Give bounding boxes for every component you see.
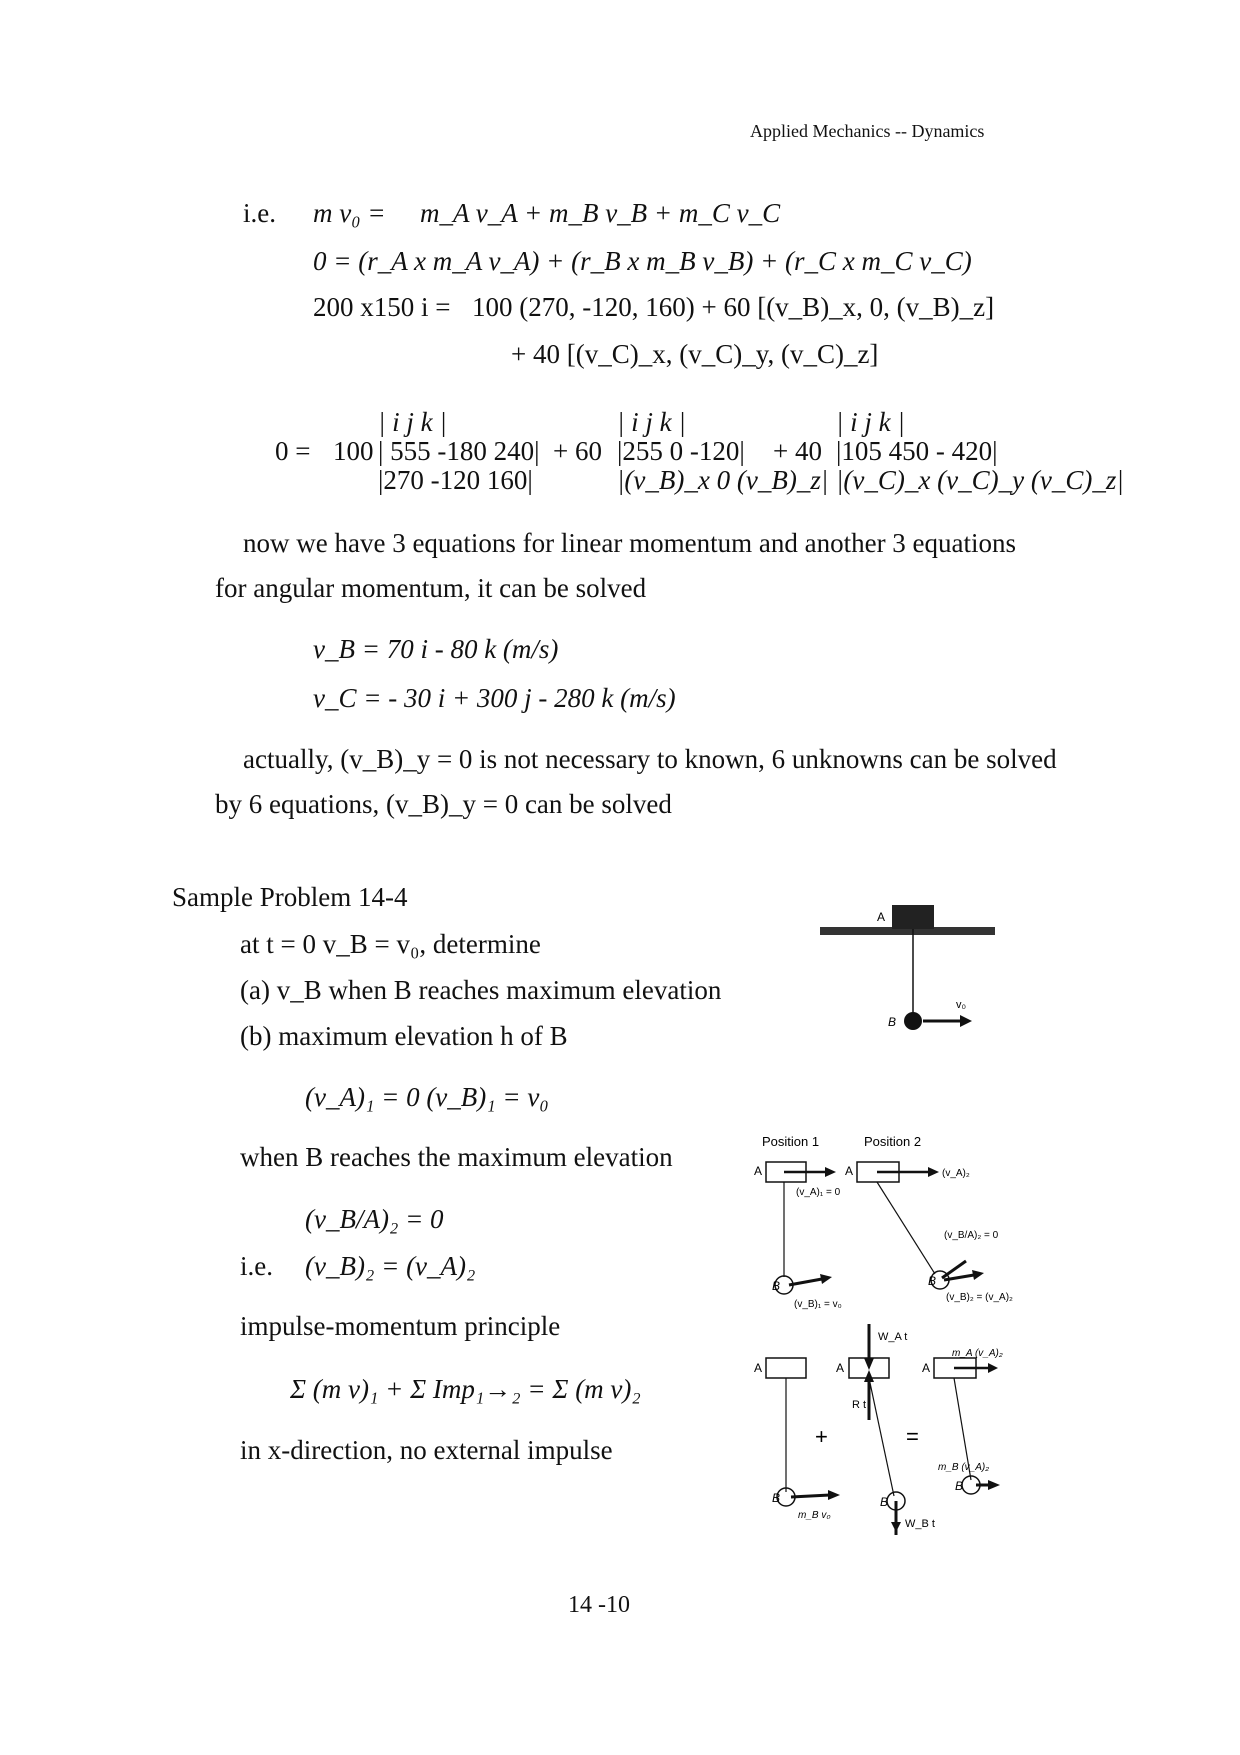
fig3-arrowhead-b1 <box>828 1490 840 1500</box>
matrix3-row1: | i j k | <box>836 407 905 437</box>
eq-numeric-lhs: 200 x150 i = <box>313 292 451 322</box>
fig2-arrowhead-a2 <box>928 1167 939 1177</box>
fig3-rod2 <box>869 1378 894 1496</box>
fig3-arrowhead-b3 <box>988 1480 1000 1490</box>
matrix-coef-40: + 40 <box>773 436 822 466</box>
sample-eq2: (v_B)₂ = (v_A)₂ <box>305 1251 476 1281</box>
eq-linear-lhs: m v₀ = <box>313 198 386 228</box>
figure-positions <box>752 1130 1013 1330</box>
sample-initial: (v_A)₁ = 0 (v_B)₁ = v₀ <box>305 1082 549 1112</box>
matrix-coef-100: 100 <box>333 436 374 466</box>
fig3-mAvA2: m_A (v_A)₂ <box>952 1348 1003 1359</box>
fig2-arrow-b1 <box>789 1279 822 1285</box>
ball-b <box>904 1012 922 1030</box>
fig1-label-v0: v₀ <box>956 999 967 1011</box>
fig2-b1: B <box>772 1279 781 1293</box>
fig3-b2: B <box>880 1495 889 1509</box>
fig3-block-a1 <box>766 1358 806 1378</box>
matrix1-row1: | i j k | <box>378 407 447 437</box>
fig2-arrowhead-a1 <box>825 1167 836 1177</box>
matrix2-row1: | i j k | <box>617 407 686 437</box>
matrix1-row3: |270 -120 160| <box>378 465 533 495</box>
fig3-weight-b-head <box>891 1522 901 1532</box>
fig3-a3: A <box>922 1361 931 1375</box>
eq-linear-rhs: m_A v_A + m_B v_B + m_C v_C <box>420 198 781 228</box>
fig3-WBt: W_B t <box>905 1518 935 1530</box>
fig2-a2: A <box>845 1164 854 1178</box>
paragraph-2-line-1: actually, (v_B)_y = 0 is not necessary to known, 6 unknowns can be solved <box>243 744 1057 774</box>
block-a <box>892 905 934 929</box>
fig3-arrow-b1 <box>791 1495 830 1497</box>
paragraph-1-line-2: for angular momentum, it can be solved <box>215 573 647 603</box>
fig3-Rt: R t <box>852 1399 867 1411</box>
sample-when: when B reaches the maximum elevation <box>240 1142 673 1172</box>
fig3-b1: B <box>772 1491 781 1505</box>
fig3-equals: = <box>906 1424 919 1449</box>
fig3-WAt: W_A t <box>878 1331 908 1343</box>
solution-vB: v_B = 70 i - 80 k (m/s) <box>313 634 559 664</box>
sample-relative: (v_B/A)₂ = 0 <box>305 1204 444 1234</box>
sample-title: Sample Problem 14-4 <box>172 882 408 912</box>
sample-principle: impulse-momentum principle <box>240 1311 561 1341</box>
sample-given: at t = 0 v_B = v₀, determine <box>240 929 541 959</box>
fig1-label-a: A <box>877 910 886 924</box>
fig3-b3: B <box>955 1479 964 1493</box>
matrix-coef-60: + 60 <box>553 436 602 466</box>
matrix2-row3: |(v_B)_x 0 (v_B)_z| <box>617 465 829 495</box>
sample-sum: Σ (m v)₁ + Σ Imp₁→₂ = Σ (m v)₂ <box>290 1374 641 1404</box>
matrix3-row3: |(v_C)_x (v_C)_y (v_C)_z| <box>836 465 1124 495</box>
fig2-rod2 <box>877 1182 935 1274</box>
matrix2-row2: |255 0 -120| <box>617 436 745 466</box>
sample-xdir: in x-direction, no external impulse <box>240 1435 613 1465</box>
fig3-a1: A <box>754 1361 763 1375</box>
matrix-zero-eq: 0 = <box>275 436 311 466</box>
matrix3-row2: |105 450 - 420| <box>836 436 998 466</box>
page-number: 14 -10 <box>568 1592 630 1618</box>
fig3-arrowhead-a3 <box>988 1363 998 1373</box>
fig3-weight-a-head <box>864 1358 874 1370</box>
ie-label: i.e. <box>243 198 276 228</box>
fig3-mBv0: m_B v₀ <box>798 1510 831 1521</box>
paragraph-1-line-1: now we have 3 equations for linear momentum and another 3 equations <box>243 528 1017 558</box>
eq-angular: 0 = (r_A x m_A v_A) + (r_B x m_B v_B) + (r_C x m_C v_C) <box>313 246 972 276</box>
fig2-b2: B <box>928 1274 937 1288</box>
fig2-vB2: (v_B)₂ = (v_A)₂ <box>946 1292 1013 1303</box>
fig2-a1: A <box>754 1164 763 1178</box>
fig2-arrowhead-b1 <box>820 1274 832 1284</box>
fig2-pos2: Position 2 <box>864 1134 922 1149</box>
eq-numeric-rhs-1: 100 (270, -120, 160) + 60 [(v_B)_x, 0, (v_B)_z] <box>472 292 995 322</box>
fig3-mBvA2: m_B (v_A)₂ <box>938 1462 990 1473</box>
fig2-vA2: (v_A)₂ <box>942 1168 970 1179</box>
paragraph-2-line-2: by 6 equations, (v_B)_y = 0 can be solved <box>215 789 672 819</box>
page-header: Applied Mechanics -- Dynamics <box>750 121 985 141</box>
figure-impulse-diagram <box>752 1320 1004 1532</box>
matrix1-row2: | 555 -180 240| <box>378 436 540 466</box>
solution-vC: v_C = - 30 i + 300 j - 280 k (m/s) <box>313 683 676 713</box>
fig3-a2: A <box>836 1361 845 1375</box>
fig2-vBA2: (v_B/A)₂ = 0 <box>944 1230 999 1241</box>
sample-part-a: (a) v_B when B reaches maximum elevation <box>240 975 722 1005</box>
fig2-vB1: (v_B)₁ = v₀ <box>794 1299 842 1310</box>
velocity-arrowhead <box>960 1015 972 1027</box>
eq-numeric-rhs-2: + 40 [(v_C)_x, (v_C)_y, (v_C)_z] <box>511 339 879 369</box>
sample-ie: i.e. <box>240 1251 273 1281</box>
sample-part-b: (b) maximum elevation h of B <box>240 1021 568 1051</box>
fig2-arrowhead-b2 <box>972 1270 984 1280</box>
figure-pendulum <box>820 893 1000 1043</box>
fig3-plus: + <box>815 1424 828 1449</box>
fig2-pos1: Position 1 <box>762 1134 820 1149</box>
fig1-label-b: B <box>888 1015 897 1029</box>
fig2-vA1: (v_A)₁ = 0 <box>796 1187 841 1198</box>
